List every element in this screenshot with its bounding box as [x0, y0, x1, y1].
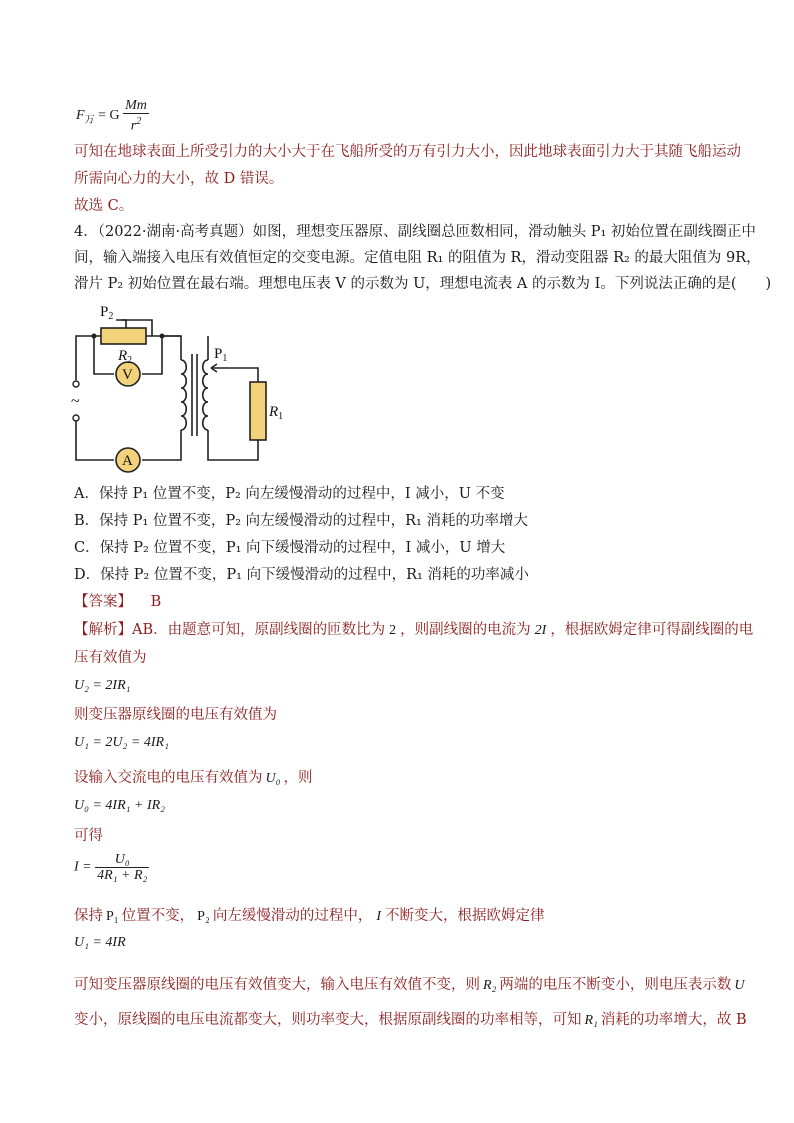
para1-line1: 可知在地球表面上所受引力的大小大于在飞船所受的万有引力大小，因此地球表面引力大于其随飞船运动: [74, 144, 741, 160]
option-c: C．保持 P₂ 位置不变，P₁ 向下缓慢滑动的过程中，I 减小，U 增大: [74, 540, 506, 556]
analysis-line2: 压有效值为: [74, 650, 147, 666]
option-b: B．保持 P₁ 位置不变，P₂ 向左缓慢滑动的过程中，R₁ 消耗的功率增大: [74, 513, 528, 529]
question-4-line1: 4．（2022·湖南·高考真题）如图，理想变压器原、副线圈总匝数相同，滑动触头 P₁ 初始位置在副线圈正中: [74, 224, 756, 240]
ammeter-label: A: [122, 453, 133, 469]
equals-g: = G: [98, 108, 120, 124]
para1-line2: 所需向心力的大小，故 D 错误。: [74, 171, 284, 187]
question-4-line3: 滑片 P₂ 初始位置在最右端。理想电压表 V 的示数为 U，理想电流表 A 的示数为 I。下列说法正确的是( ): [74, 276, 772, 292]
answer-label: 【答案】: [74, 594, 132, 610]
equation-u2: U₂ = 2IR₁: [74, 678, 131, 693]
mass-fraction: $\frac{Mm}{r^2}$: [125, 98, 147, 134]
force-equation: $F_万 = G$ $\frac{Mm}{r^2}$: [76, 98, 147, 134]
analysis-label: 【解析】: [74, 622, 132, 638]
equation-u1: U₁ = 2U₂ = 4IR₁: [74, 735, 169, 750]
terminal-top: [73, 381, 79, 387]
analysis-line1: 【解析】AB．由题意可知，原副线圈的匝数比为 2 ，则副线圈的电流为 2I ，根据欧姆定律可得副线圈的电: [74, 622, 754, 638]
r2-label: $R_2$: [118, 348, 133, 366]
voltmeter-label: V: [122, 367, 133, 383]
terminal-bottom: [73, 415, 79, 421]
force-subscript: 万: [84, 114, 95, 126]
analysis-line4: 设输入交流电的电压有效值为 U₀ ，则: [74, 770, 313, 786]
choose-line: 故选 C。: [74, 198, 134, 214]
analysis-line6: 保持 P₁ 位置不变， P₂ 向左缓慢滑动的过程中， I 不断变大，根据欧姆定律: [74, 908, 545, 924]
equation-current: I = $\frac{\text{U₀}}{\text{4R₁ + R₂}}$: [74, 852, 148, 883]
ac-source-symbol: ~: [71, 393, 80, 410]
analysis-line5: 可得: [74, 828, 103, 844]
question-4-line2: 间，输入端接入电压有效值恒定的交变电源。定值电阻 R₁ 的阻值为 R，滑动变阻器 R₂ 的最大阻值为 9R，: [74, 250, 761, 266]
answer-line: [74, 592, 161, 612]
answer-value: B: [150, 594, 162, 610]
equation-u0: U₀ = 4IR₁ + IR₂: [74, 798, 166, 813]
analysis-line7: 可知变压器原线圈的电压有效值变大，输入电压有效值不变，则 R₂ 两端的电压不断变小，则电压表示数 U: [74, 977, 745, 993]
option-a: A．保持 P₁ 位置不变，P₂ 向左缓慢滑动的过程中，I 减小，U 不变: [74, 486, 505, 502]
junction-right: [160, 334, 165, 339]
analysis-line8: 变小，原线圈的电压电流都变大，则功率变大，根据原副线圈的功率相等，可知 R₁ 消耗的功率增大，故 B: [74, 1012, 747, 1028]
r1-label: $R_1$: [269, 404, 284, 422]
equation-u1-4ir: U₁ = 4IR: [74, 935, 126, 950]
transformer-circuit-diagram: [66, 298, 286, 478]
option-d: D．保持 P₂ 位置不变，P₁ 向下缓慢滑动的过程中，R₁ 消耗的功率减小: [74, 567, 529, 583]
p2-label: $P_2$: [100, 304, 114, 322]
junction-left: [92, 334, 97, 339]
p1-label: $P_1$: [214, 346, 228, 364]
analysis-line3: 则变压器原线圈的电压有效值为: [74, 707, 277, 723]
